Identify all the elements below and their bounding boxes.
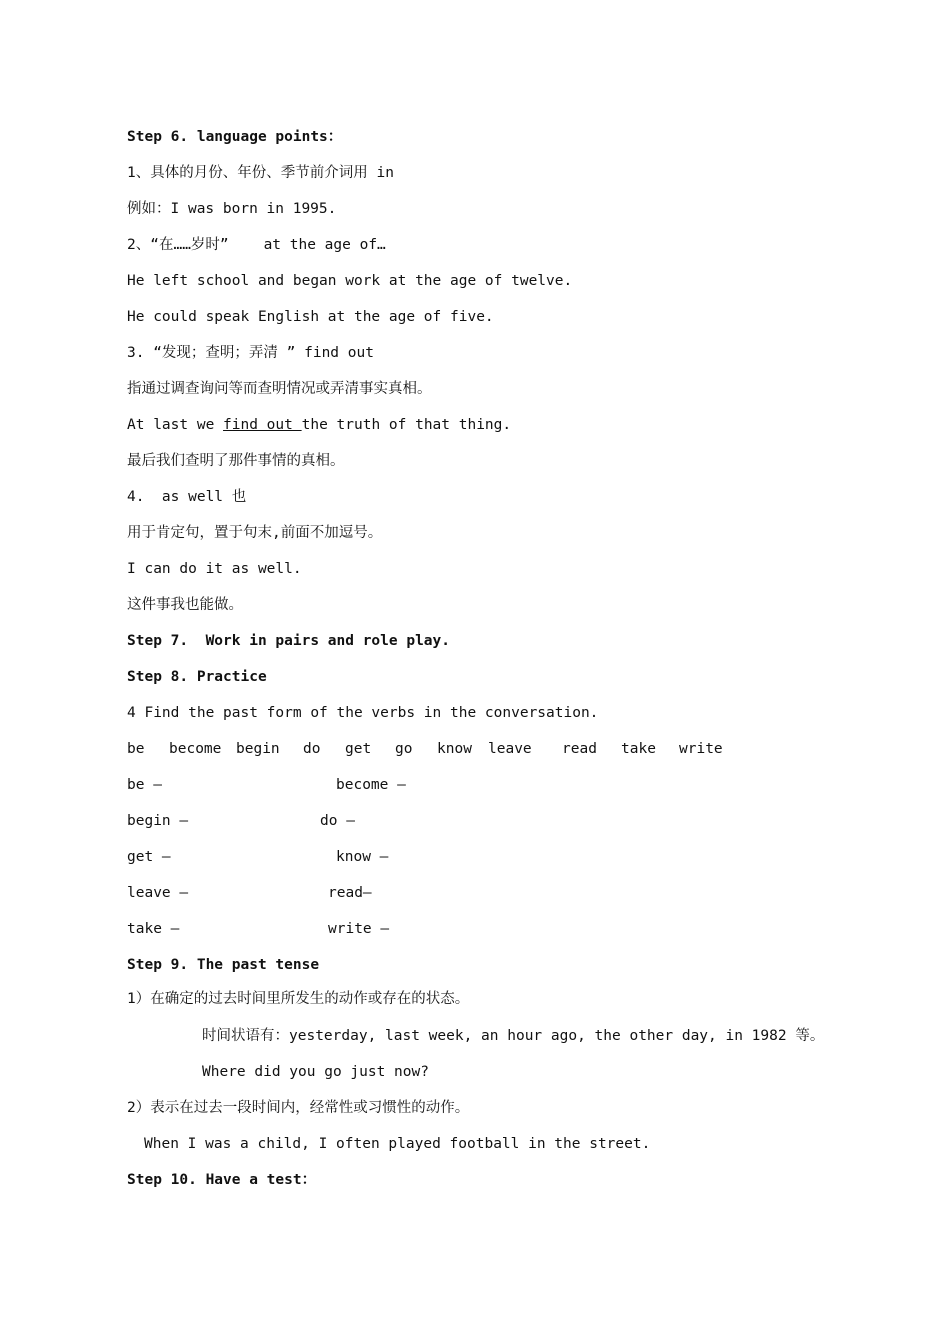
point1-example: 例如：I was born in 1995. bbox=[127, 201, 337, 217]
point4-heading: 4. as well 也 bbox=[127, 489, 247, 505]
point2-heading: 2、“在……岁时” at the age of… bbox=[127, 237, 386, 253]
point4-description: 用于肯定句，置于句末,前面不加逗号。 bbox=[127, 525, 383, 541]
verb-item: be bbox=[127, 741, 145, 757]
verb-item: write bbox=[679, 741, 723, 757]
verb-blank: know — bbox=[336, 849, 389, 865]
past-tense-rule-2: 2）表示在过去一段时间内，经常性或习惯性的动作。 bbox=[127, 1100, 470, 1116]
verb-item: get bbox=[345, 741, 372, 757]
verb-item: do bbox=[303, 741, 321, 757]
step8-instruction: 4 Find the past form of the verbs in the conversation. bbox=[127, 705, 599, 721]
point3-example bbox=[127, 415, 511, 435]
verb-blank: become — bbox=[336, 777, 406, 793]
verb-blank: get — bbox=[127, 849, 171, 865]
past-tense-rule-1: 1）在确定的过去时间里所发生的动作或存在的状态。 bbox=[127, 991, 470, 1007]
verb-blank: take — bbox=[127, 921, 180, 937]
point4-translation: 这件事我也能做。 bbox=[127, 597, 243, 613]
past-tense-example-1: Where did you go just now? bbox=[202, 1064, 429, 1080]
point4-example: I can do it as well. bbox=[127, 561, 302, 577]
verb-blank: begin — bbox=[127, 813, 189, 829]
point2-example-2: He could speak English at the age of five. bbox=[127, 309, 494, 325]
verb-blank: write — bbox=[328, 921, 390, 937]
past-tense-example-2: When I was a child, I often played football in the street. bbox=[144, 1136, 651, 1152]
step7-title: Step 7. Work in pairs and role play. bbox=[127, 633, 451, 649]
point3-example-post: the truth of that thing. bbox=[301, 417, 512, 433]
verb-blank: read— bbox=[328, 885, 372, 901]
verb-blank: do — bbox=[320, 813, 355, 829]
point3-example-underlined: find out bbox=[223, 417, 302, 433]
verb-blank: leave — bbox=[127, 885, 189, 901]
point3-example-pre: At last we bbox=[127, 417, 224, 433]
verb-blank: be — bbox=[127, 777, 162, 793]
step8-title: Step 8. Practice bbox=[127, 669, 267, 685]
point1-heading: 1、具体的月份、年份、季节前介词用 in bbox=[127, 165, 394, 181]
step6-title: Step 6. language points： bbox=[127, 129, 343, 145]
verb-item: leave bbox=[488, 741, 532, 757]
point3-description: 指通过调查询问等而查明情况或弄清事实真相。 bbox=[127, 381, 432, 397]
step10-title: Step 10. Have a test： bbox=[127, 1172, 317, 1188]
verb-item: become bbox=[169, 741, 222, 757]
verb-item: take bbox=[621, 741, 656, 757]
step9-title: Step 9. The past tense bbox=[127, 957, 320, 973]
point2-example-1: He left school and began work at the age of twelve. bbox=[127, 273, 573, 289]
verb-item: know bbox=[437, 741, 472, 757]
point3-heading: 3. “发现；查明；弄清 ” find out bbox=[127, 345, 374, 361]
verb-item: begin bbox=[236, 741, 280, 757]
point3-translation: 最后我们查明了那件事情的真相。 bbox=[127, 453, 345, 469]
verb-item: go bbox=[395, 741, 413, 757]
past-tense-adverbials: 时间状语有：yesterday, last week, an hour ago, the other day, in 1982 等。 bbox=[202, 1028, 825, 1044]
verb-item: read bbox=[562, 741, 597, 757]
